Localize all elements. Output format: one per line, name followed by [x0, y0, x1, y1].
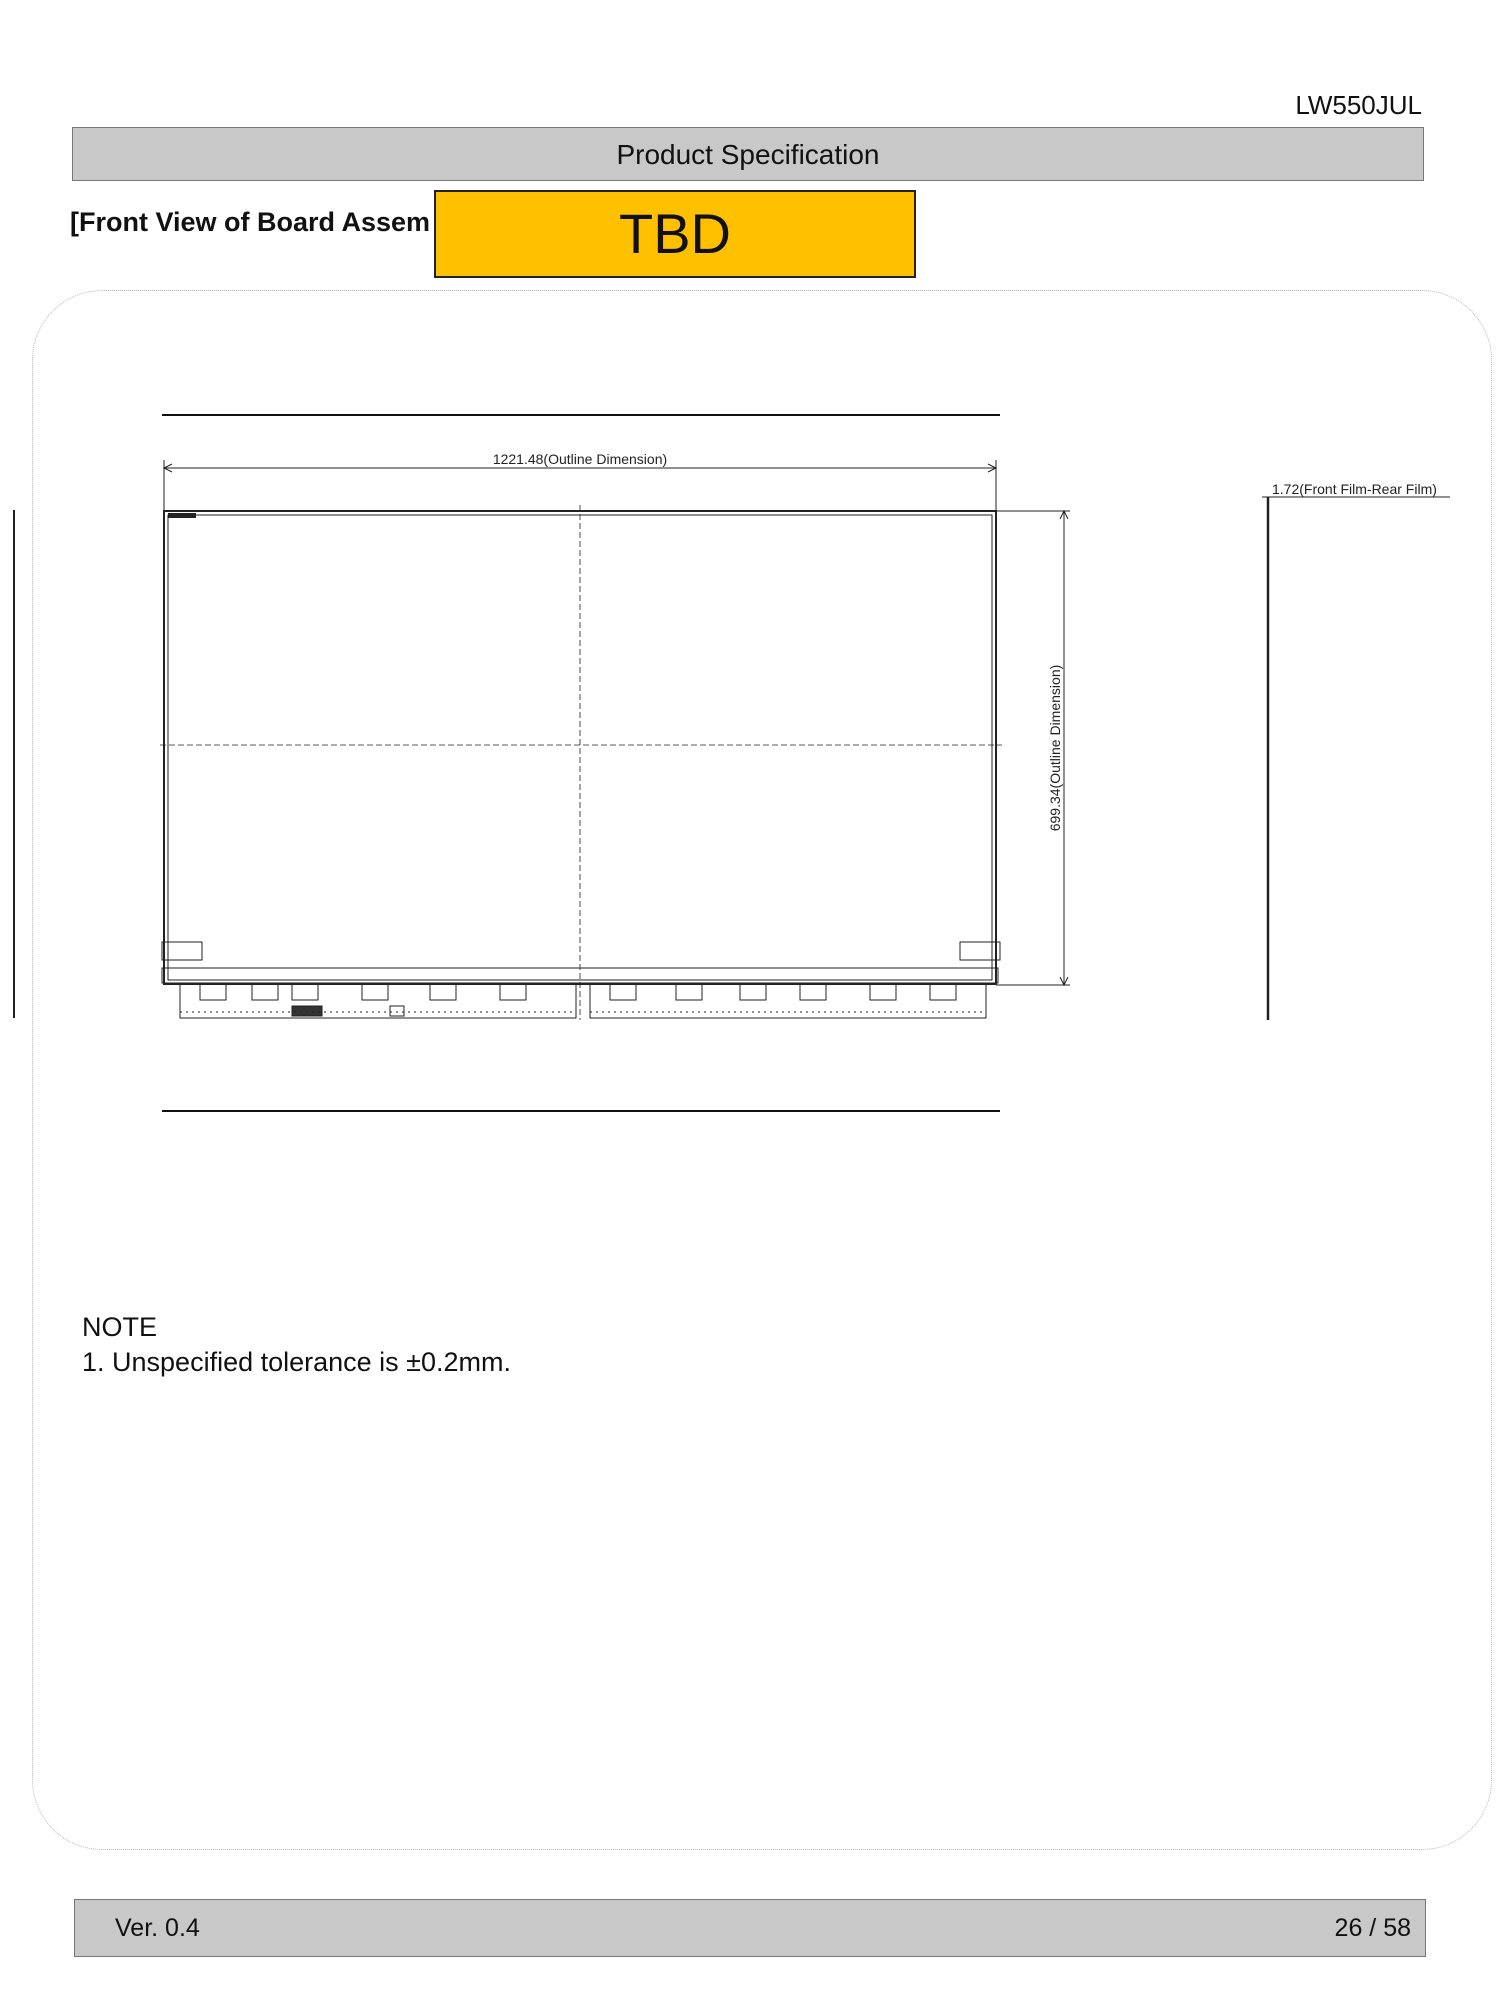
height-label: 699.34(Outline Dimension) — [1047, 664, 1063, 832]
tbd-stamp: TBD — [434, 190, 916, 278]
version-label: Ver. 0.4 — [115, 1914, 200, 1942]
section-heading: [Front View of Board Assem — [70, 207, 431, 237]
side-view — [1262, 497, 1450, 1020]
width-dimension — [164, 460, 996, 512]
note-block — [82, 1310, 511, 1380]
source-pcb-right — [590, 984, 986, 1018]
page-number: 26 / 58 — [1334, 1914, 1411, 1942]
note-line-1: 1. Unspecified tolerance is ±0.2mm. — [82, 1347, 512, 1377]
page-title: Product Specification — [616, 139, 880, 170]
note-title: NOTE — [82, 1312, 158, 1342]
source-pcb-left — [180, 984, 576, 1018]
footer-band — [74, 1899, 1426, 1957]
thickness-label: 1.72(Front Film-Rear Film) — [1272, 481, 1437, 497]
model-number: LW550JUL — [1295, 90, 1422, 120]
width-label: 1221.48(Outline Dimension) — [492, 451, 668, 467]
panel-outline — [160, 505, 1002, 1020]
